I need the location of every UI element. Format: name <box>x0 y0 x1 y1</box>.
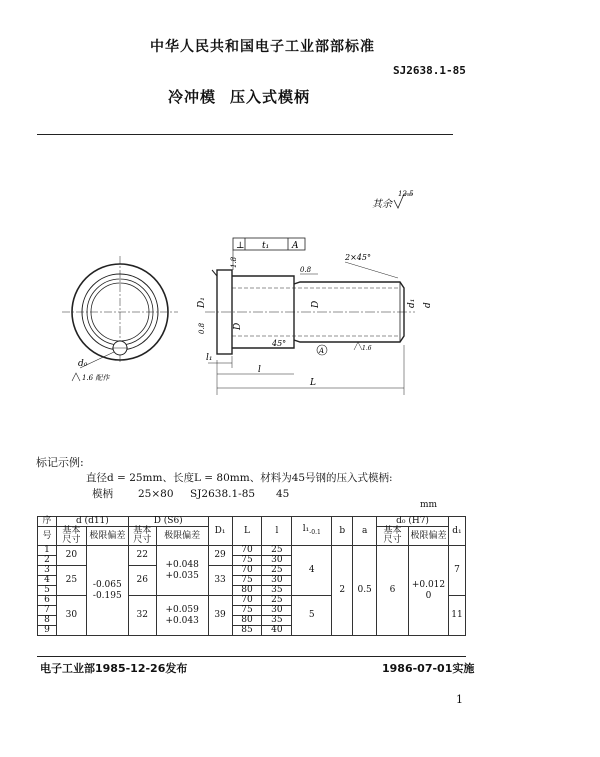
cell-no: 7 <box>38 606 57 616</box>
issuing-organization: 中华人民共和国电子工业部部标准 <box>150 39 375 55</box>
th-d-dev: 极限偏差 <box>86 527 128 546</box>
th-D: D (S6) <box>128 517 208 527</box>
roughness-note: 其余 <box>372 199 392 210</box>
cell-d: 30 <box>56 596 86 636</box>
footer-rule <box>37 656 466 657</box>
th-L: L <box>232 517 262 546</box>
dimension-table <box>37 516 466 636</box>
label-D: D <box>311 300 321 308</box>
th-a: a <box>353 517 377 546</box>
issue-date: 电子工业部1985-12-26发布 <box>40 662 188 675</box>
example-name: 模柄 <box>92 488 113 500</box>
label-l1: l₁ <box>206 353 213 363</box>
header-rule <box>37 134 453 135</box>
cell-L: 70 <box>232 566 262 576</box>
roughness-d0-symbol <box>72 373 80 381</box>
cell-no: 4 <box>38 576 57 586</box>
technical-drawing <box>0 180 600 400</box>
cell-D-dev-1: +0.048 +0.035 <box>156 546 208 596</box>
cell-l: 30 <box>262 556 292 566</box>
th-d-basic <box>56 527 86 546</box>
basic-l1: 基本 <box>62 526 81 536</box>
th-l1-symbol: l₁ <box>302 524 310 535</box>
th-l1-tol: -0.1 <box>309 528 321 536</box>
title-part-a: 冷冲模 <box>168 88 217 106</box>
label-d1: d₁ <box>407 298 417 308</box>
example-size: 25×80 <box>138 488 174 500</box>
cell-no: 3 <box>38 566 57 576</box>
unit-label: mm <box>420 500 438 510</box>
cell-l: 35 <box>262 586 292 596</box>
cell-L: 75 <box>232 556 262 566</box>
cell-d1-b: 11 <box>448 596 465 636</box>
cell-d-dev: -0.065 -0.195 <box>86 546 128 636</box>
basic-l2: 尺寸 <box>383 535 402 545</box>
label-datum: A <box>319 347 325 355</box>
cell-D1: 29 <box>208 546 232 566</box>
cell-a: 0.5 <box>353 546 377 636</box>
label-l: l <box>258 365 261 375</box>
label-L: L <box>310 378 316 388</box>
cell-l: 25 <box>262 566 292 576</box>
basic-l2: 尺寸 <box>133 535 152 545</box>
th-D-basic <box>128 527 156 546</box>
standard-code: SJ2638.1-85 <box>393 64 466 77</box>
cell-d0: 6 <box>377 546 409 636</box>
tolerance-datum-ref: A <box>292 241 299 251</box>
cell-l1-a: 4 <box>292 546 332 596</box>
th-D-dev: 极限偏差 <box>156 527 208 546</box>
roughness-shaft-symbol <box>354 342 362 350</box>
cell-l: 40 <box>262 626 292 636</box>
cell-L: 85 <box>232 626 262 636</box>
th-no: 序 <box>38 517 57 527</box>
label-d: d <box>423 302 433 308</box>
cell-D: 22 <box>128 546 156 566</box>
cell-L: 75 <box>232 576 262 586</box>
label-1-8: 1.8 <box>230 256 238 268</box>
cell-l: 25 <box>262 596 292 606</box>
label-d0: d₀ <box>78 359 88 369</box>
th-no2: 号 <box>38 527 57 546</box>
cell-D1: 33 <box>208 566 232 596</box>
page-number: 1 <box>456 693 463 706</box>
cell-l: 30 <box>262 576 292 586</box>
cell-l: 35 <box>262 616 292 626</box>
example-heading: 标记示例: <box>36 456 84 469</box>
cell-L: 70 <box>232 596 262 606</box>
basic-l1: 基本 <box>133 526 152 536</box>
th-d0: d₀ (H7) <box>377 517 449 527</box>
leader-chamfer <box>345 262 398 278</box>
cell-L: 80 <box>232 616 262 626</box>
th-l1 <box>292 517 332 546</box>
example-std: SJ2638.1-85 <box>190 488 256 500</box>
th-d: d (d11) <box>56 517 128 527</box>
cell-no: 9 <box>38 626 57 636</box>
cell-b: 2 <box>332 546 353 636</box>
cell-no: 8 <box>38 616 57 626</box>
effective-date: 1986-07-01实施 <box>382 662 475 675</box>
cell-l1-b: 5 <box>292 596 332 636</box>
cell-D1: 39 <box>208 596 232 636</box>
cell-d: 20 <box>56 546 86 566</box>
cell-D-dev-2: +0.059 +0.043 <box>156 596 208 636</box>
label-chamfer-top: 2×45° <box>345 253 371 262</box>
basic-l2: 尺寸 <box>62 535 81 545</box>
label-r-bot: 0.8 <box>198 322 206 334</box>
dimension-lines <box>208 345 404 395</box>
cell-L: 75 <box>232 606 262 616</box>
example-body: 直径d = 25mm、长度L = 80mm、材料为45号钢的压入式模柄: <box>86 472 393 484</box>
cell-D: 32 <box>128 596 156 636</box>
label-d0-text: 1.6 配作 <box>82 374 110 382</box>
cell-d: 25 <box>56 566 86 596</box>
side-view <box>205 270 415 354</box>
cell-d0-dev: +0.012 0 <box>408 546 448 636</box>
th-b: b <box>332 517 353 546</box>
basic-l1: 基本 <box>383 526 402 536</box>
th-d0-basic <box>377 527 409 546</box>
cell-D: 26 <box>128 566 156 596</box>
end-view <box>62 256 178 368</box>
label-r-top: 0.8 <box>300 266 312 274</box>
th-d1: d₁ <box>448 517 465 546</box>
tolerance-value: t₁ <box>262 241 270 251</box>
label-D-inner: D <box>233 322 243 330</box>
cell-no: 5 <box>38 586 57 596</box>
label-D1: D₁ <box>197 297 207 308</box>
example-designation <box>92 486 289 501</box>
title-part-b: 压入式模柄 <box>230 88 311 106</box>
cell-L: 70 <box>232 546 262 556</box>
cell-l: 25 <box>262 546 292 556</box>
th-l: l <box>262 517 292 546</box>
cell-d1-a: 7 <box>448 546 465 596</box>
cell-L: 80 <box>232 586 262 596</box>
roughness-value: 12.5 <box>398 190 414 198</box>
example-material: 45 <box>276 488 290 500</box>
cell-no: 2 <box>38 556 57 566</box>
th-D1: D₁ <box>208 517 232 546</box>
page-title <box>168 86 310 107</box>
cell-l: 30 <box>262 606 292 616</box>
th-d0-dev: 极限偏差 <box>408 527 448 546</box>
cell-no: 6 <box>38 596 57 606</box>
label-chamfer-bot: 45° <box>272 339 287 348</box>
cell-no: 1 <box>38 546 57 556</box>
tolerance-symbol: ⊥ <box>236 241 245 251</box>
label-1-6: 1.6 <box>362 345 372 352</box>
